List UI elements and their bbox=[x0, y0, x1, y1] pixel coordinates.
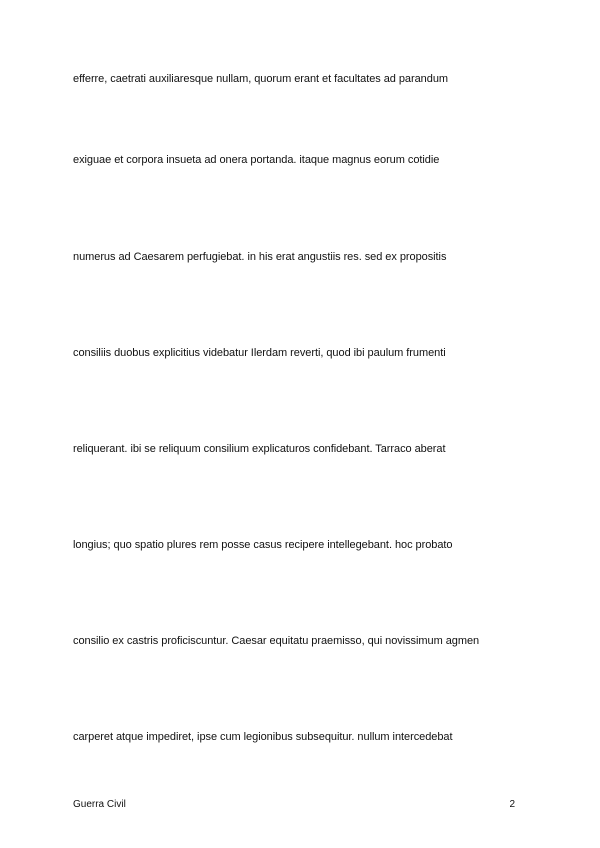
text-line: consiliis duobus explicitius videbatur Ilerdam reverti, quod ibi paulum frumenti bbox=[73, 347, 446, 359]
text-line: efferre, caetrati auxiliaresque nullam, quorum erant et facultates ad parandum bbox=[73, 73, 448, 85]
page-footer bbox=[73, 798, 515, 812]
text-line: numerus ad Caesarem perfugiebat. in his erat angustiis res. sed ex propositis bbox=[73, 251, 447, 263]
text-line: consilio ex castris proficiscuntur. Caesar equitatu praemisso, qui novissimum agmen bbox=[73, 635, 480, 647]
text-line: longius; quo spatio plures rem posse casus recipere intellegebant. hoc probato bbox=[73, 539, 453, 551]
page-number: 2 bbox=[509, 799, 515, 810]
text-line: reliquerant. ibi se reliquum consilium explicaturos confidebant. Tarraco aberat bbox=[73, 443, 446, 455]
text-line: carperet atque impediret, ipse cum legionibus subsequitur. nullum intercedebat bbox=[73, 731, 453, 743]
text-line: exiguae et corpora insueta ad onera portanda. itaque magnus eorum cotidie bbox=[73, 154, 440, 166]
footer-title: Guerra Civil bbox=[73, 799, 126, 810]
